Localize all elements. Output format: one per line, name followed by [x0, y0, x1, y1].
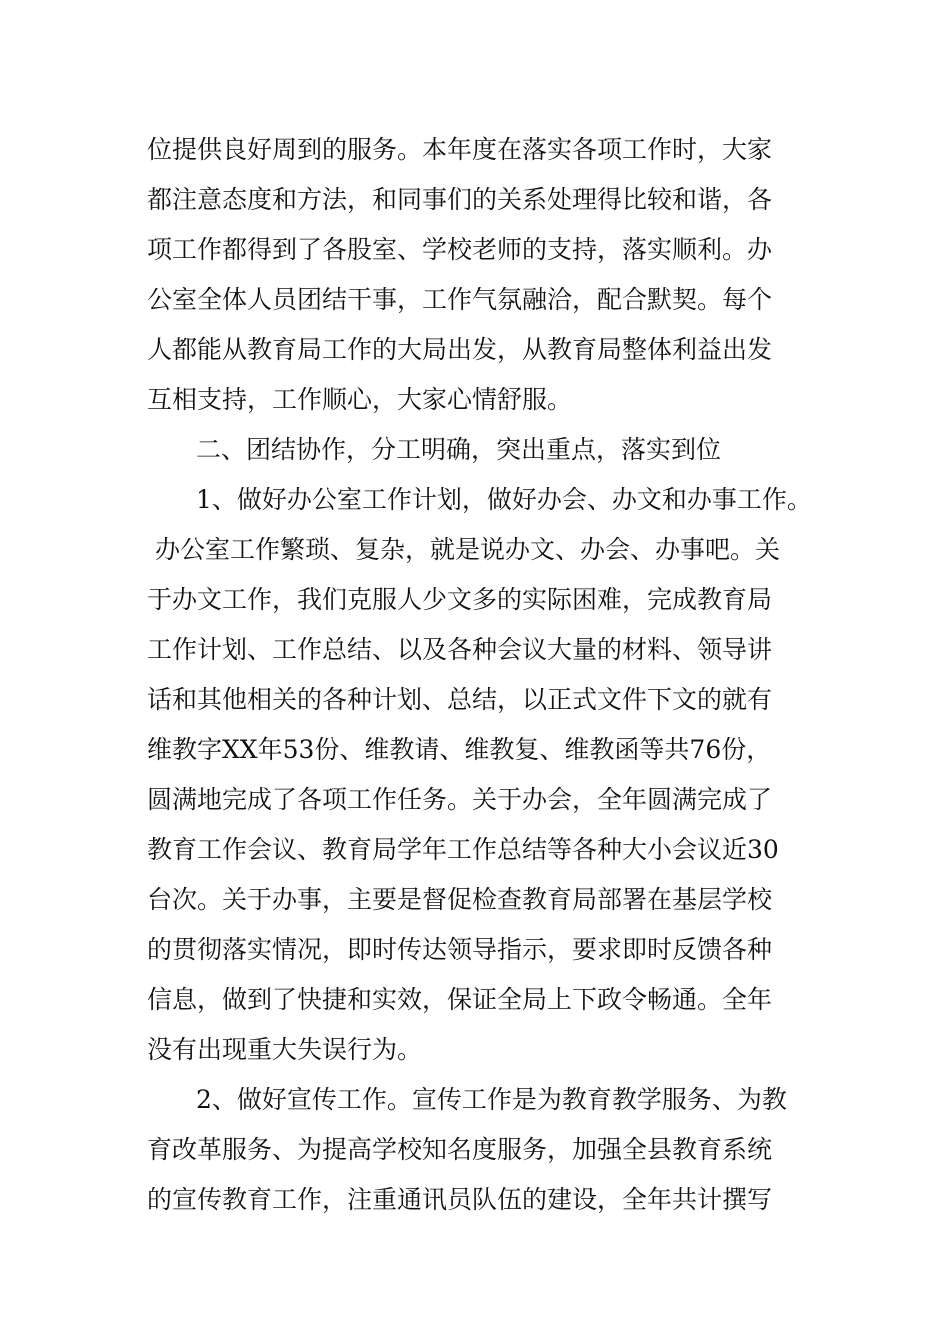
paragraph-line: 工作计划、工作总结、以及各种会议大量的材料、领导讲: [147, 635, 773, 664]
paragraph-line: 育改革服务、为提高学校知名度服务，加强全县教育系统: [147, 1135, 773, 1164]
section-heading: 二、团结协作，分工明确，突出重点，落实到位: [196, 435, 722, 464]
paragraph-line: 互相支持，工作顺心，大家心情舒服。: [147, 385, 573, 414]
paragraph-line: 项工作都得到了各股室、学校老师的支持，落实顺利。办: [147, 235, 773, 264]
paragraph-line: 人都能从教育局工作的大局出发，从教育局整体利益出发: [147, 335, 773, 364]
paragraph-line: 圆满地完成了各项工作任务。关于办会，全年圆满完成了: [147, 785, 773, 814]
paragraph-line: 都注意态度和方法，和同事们的关系处理得比较和谐，各: [147, 185, 773, 214]
paragraph-line: 的宣传教育工作，注重通讯员队伍的建设，全年共计撰写: [147, 1185, 773, 1214]
paragraph-line: 台次。关于办事，主要是督促检查教育局部署在基层学校: [147, 885, 773, 914]
paragraph-line: 话和其他相关的各种计划、总结，以正式文件下文的就有: [147, 685, 773, 714]
paragraph-line: 信息，做到了快捷和实效，保证全局上下政令畅通。全年: [147, 985, 773, 1014]
paragraph-line: 的贯彻落实情况，即时传达领导指示，要求即时反馈各种: [147, 935, 773, 964]
paragraph-line: 位提供良好周到的服务。本年度在落实各项工作时，大家: [147, 135, 773, 164]
paragraph-line: 1、做好办公室工作计划，做好办会、办文和办事工作。: [196, 485, 812, 514]
paragraph-line: 办公室工作繁琐、复杂，就是说办文、办会、办事吧。关: [147, 535, 780, 564]
paragraph-line: 维教字XX年53份、维教请、维教复、维教函等共76份，: [147, 735, 772, 764]
paragraph-line: 没有出现重大失误行为。: [147, 1035, 423, 1064]
paragraph-line: 公室全体人员团结干事，工作气氛融洽，配合默契。每个: [147, 285, 773, 314]
paragraph-line: 于办文工作，我们克服人少文多的实际困难，完成教育局: [147, 585, 773, 614]
paragraph-line: 2、做好宣传工作。宣传工作是为教育教学服务、为教: [196, 1085, 787, 1114]
paragraph-line: 教育工作会议、教育局学年工作总结等各种大小会议近30: [147, 835, 779, 864]
